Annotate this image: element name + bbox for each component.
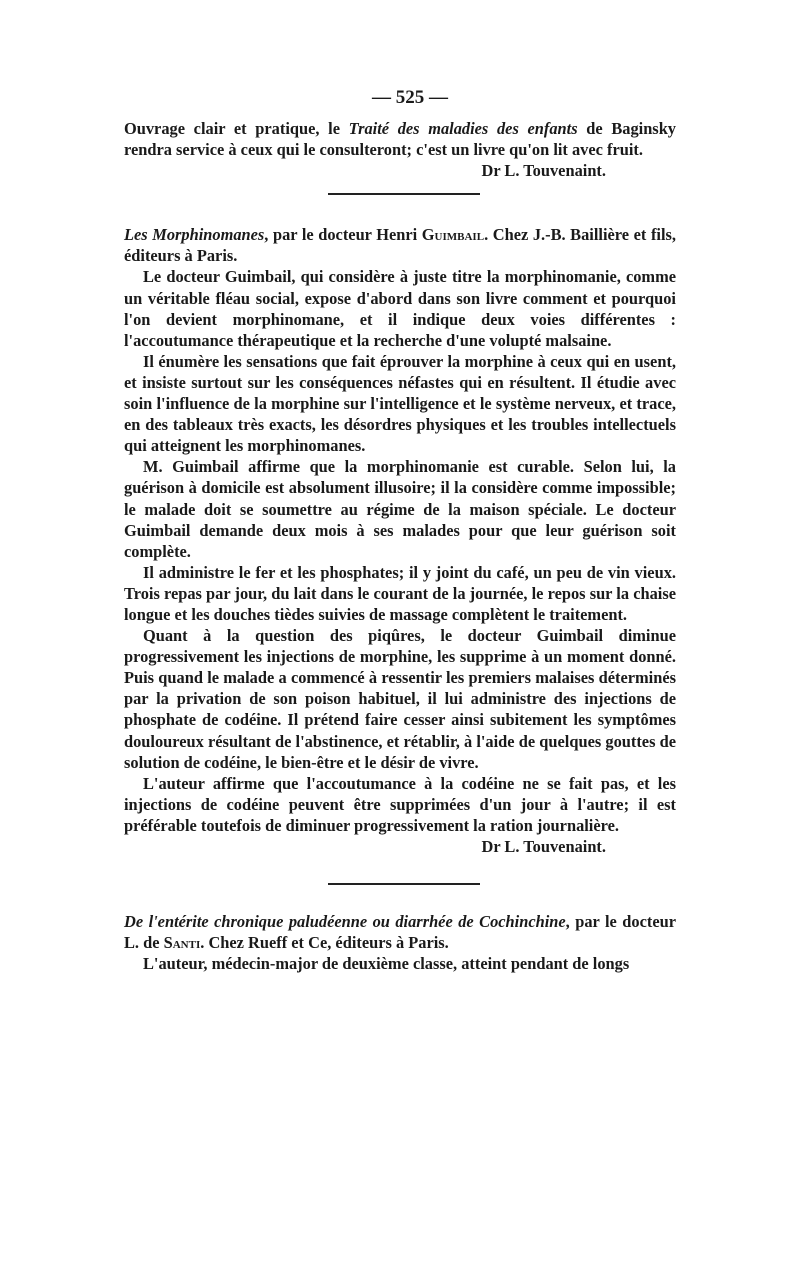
heading-text: , par le docteur L. de (124, 912, 676, 953)
review-paragraph (124, 118, 676, 160)
paragraph-text: de Baginsky rendra service à ceux qui le consulteront; c'est un livre qu'on lit avec fruit. (124, 119, 677, 160)
review-paragraph: L'auteur, médecin-major de deuxième classe, atteint pendant de longs (143, 954, 630, 974)
review-paragraph: L'auteur affirme que l'accoutumance à la codéine ne se fait pas, et les injections de codéine peuvent être supprimées d'un jour à l'autre; il est préférable toutefois de diminuer progressivement la ration journalière. (124, 773, 676, 835)
section-divider (328, 883, 480, 885)
page-number: — 525 — (372, 87, 448, 108)
book-title: De l'entérite chronique paludéenne ou diarrhée de Cochinchine (124, 912, 566, 932)
review-heading (124, 911, 676, 953)
review-signature: Dr L. Touvenaint. (481, 161, 606, 181)
review-heading (124, 224, 676, 266)
review-paragraph: Il énumère les sensations que fait éprouver la morphine à ceux qui en usent, et insiste surtout sur les conséquences néfastes qui en résultent. Il étudie avec soin l'influence de la morphine sur l'intelligence et le système nerveux, et trace, en des tableaux très exacts, les désordres physiques et les troubles intellectuels qui atteignent les morphinomanes. (124, 351, 676, 456)
paragraph-text: Ouvrage clair et pratique, le (124, 119, 349, 138)
review-paragraph: Quant à la question des piqûres, le docteur Guimbail diminue progressivement les injections de morphine, les supprime à un moment donné. Puis quand le malade a commencé à ressentir les premiers malaises déterminés par la privation de son poison habituel, il lui administre des injections de phosphate de codéine. Il prétend faire cesser ainsi subitement les symptômes douloureux résultant de l'abstinence, et rétablir, à l'aide de quelques gouttes de solution de codéine, le bien-être et le désir de vivre. (124, 626, 676, 772)
document-page (124, 86, 676, 974)
author-name: Santi (163, 933, 201, 953)
book-title: Les Morphinomanes (124, 225, 265, 245)
review-signature: Dr L. Touvenaint. (481, 837, 606, 856)
author-name: Guimbail (421, 225, 485, 245)
review-paragraph: M. Guimbail affirme que la morphinomanie est curable. Selon lui, la guérison à domicile est absolument illusoire; il la considère comme impossible; le malade doit se soumettre au régime de la maison spéciale. Le docteur Guimbail demande deux mois à ses malades pour que leur guérison soit complète. (124, 457, 676, 561)
review-paragraph: Il administre le fer et les phosphates; il y joint du café, un peu de vin vieux. Trois repas par jour, du lait dans le courant de la journée, le repos sur la chaise longue et les douches tièdes suivies de massage complètent le traitement. (124, 562, 676, 624)
heading-text: . Chez Rueff et Ce, éditeurs à Paris. (200, 933, 449, 953)
heading-text: , par le docteur Henri (264, 225, 422, 245)
heading-text: . Chez J.-B. Baillière et fils, éditeurs à Paris. (124, 225, 676, 266)
review-paragraph: Le docteur Guimbail, qui considère à juste titre la morphinomanie, comme un véritable fléau social, expose d'abord dans son livre comment et pourquoi l'on devient morphinomane, et il indique deux voies différentes : l'accoutumance thérapeutique et la recherche d'une volupté malsaine. (124, 267, 676, 350)
section-divider (328, 193, 480, 195)
book-title: Traité des maladies des enfants (348, 119, 578, 138)
